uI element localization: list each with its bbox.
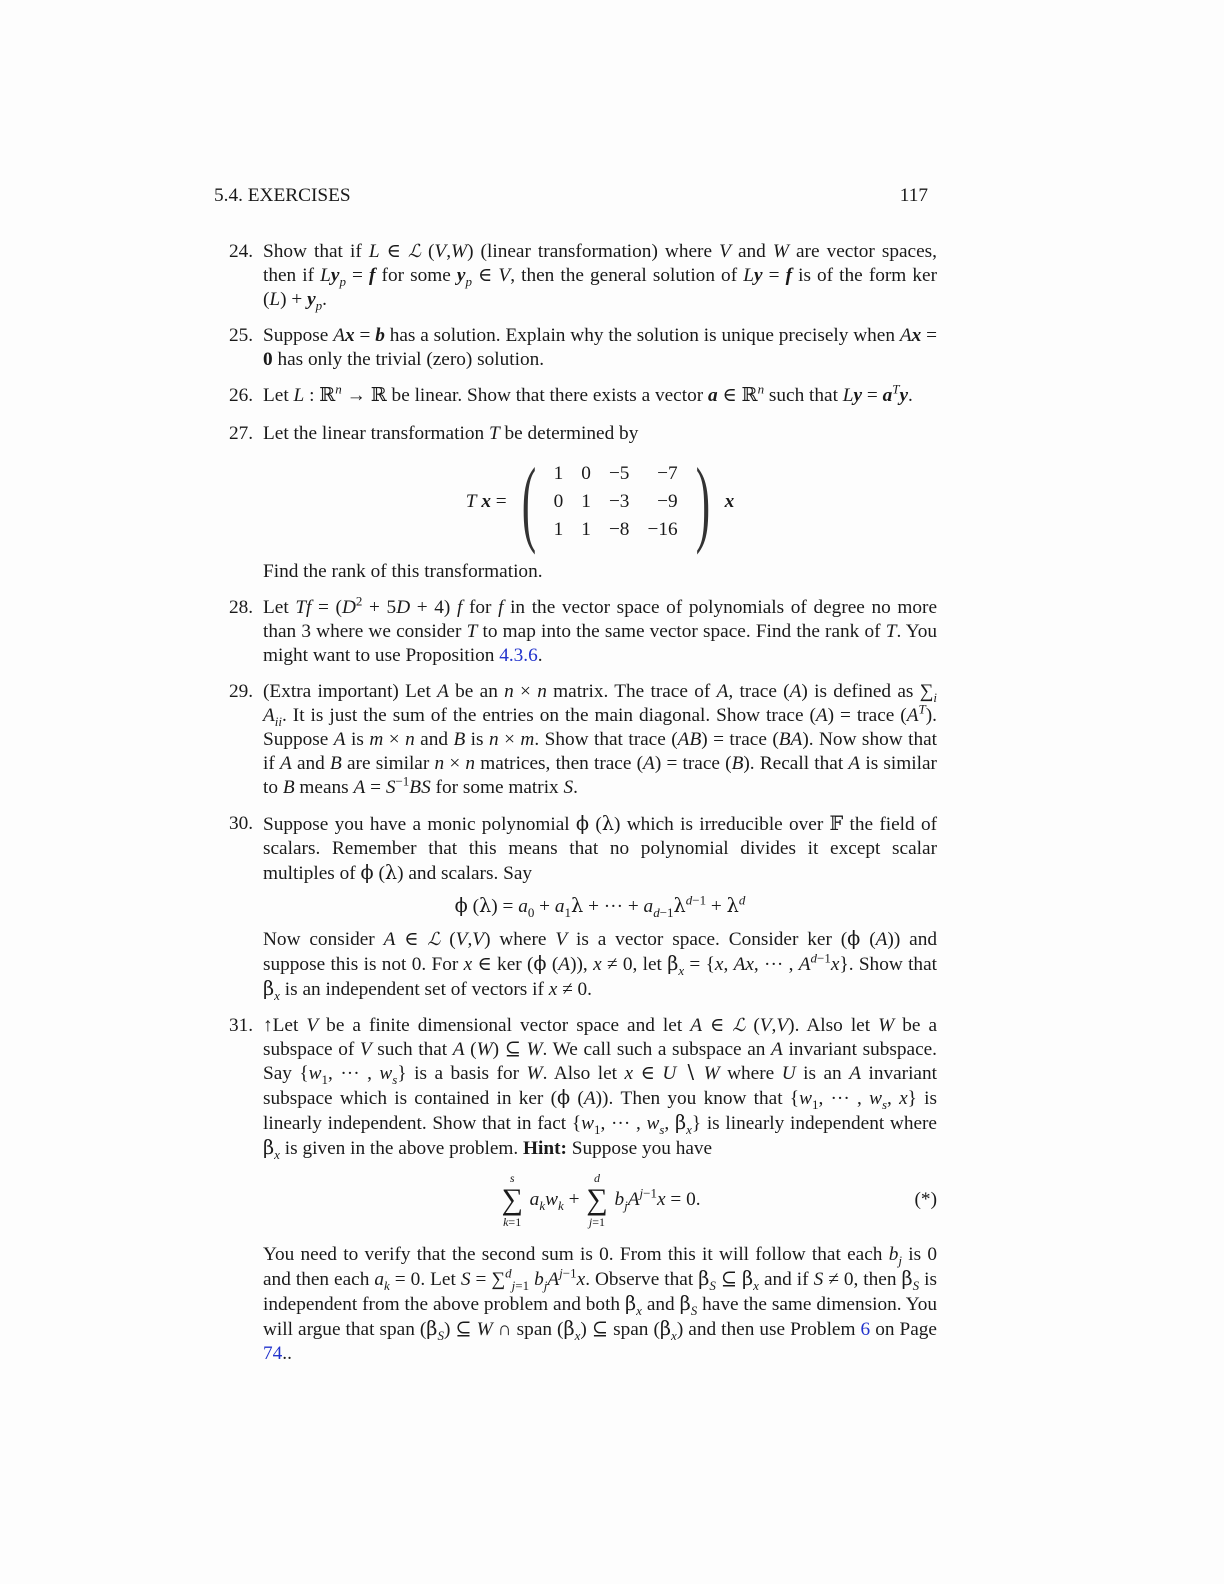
exercise-body: Suppose Ax = b has a solution. Explain why the solution is unique precisely when Ax = 0 has only the trivial (zero) solution.: [263, 325, 937, 370]
exercise-28: [229, 593, 938, 668]
matrix-cell: 1: [581, 519, 591, 540]
exercise-body: Let L : ℝ$^n$ → ℝ be linear. Show that there exists a vector a ∈ ℝ$^n$ such that $Ly = a^Ty$.: [263, 381, 913, 406]
exercise-number: 30.: [229, 813, 254, 834]
page-link[interactable]: 74: [263, 1343, 283, 1364]
matrix-cell: −9: [657, 491, 678, 512]
exercise-27: [229, 422, 937, 584]
exercise-number: 26.: [229, 385, 254, 406]
problem-link[interactable]: 6: [860, 1319, 871, 1340]
exercise-26: [229, 381, 937, 408]
exercise-25: [229, 324, 937, 372]
proposition-link[interactable]: 4.3.6: [499, 645, 538, 666]
sum-equation: s ∑ k=1 $a_kw_k$ + d ∑ j=1 $b_jA^{j-1}x = 0$. (*): [501, 1171, 937, 1229]
exercise-number: 29.: [229, 681, 254, 702]
exercise-body: ↑Let V be a finite dimensional vector space and let A ∈ ℒ (V,V). Also let W be a subspace of V such that A (W) ⊆ W. We call such a subspace an A invariant subspace. Say {$w_1$, ··· , $w_s$} is a basis for W. Also let x ∈ U ∖ W where U is an A invariant subspace which is contained in ker (ϕ (A)). Then you know that {$w_1$, ··· , $w_s$, x} is linearly independent. Show that in fact {$w_1$, ··· , $w_s$, $\beta_x$} is linearly independent where $\beta_x$ is given in the above problem. Hint: Suppose you have s ∑ k=1 $a_kw_k$ + d ∑ j=1 $b_jA^{j-1}x = 0$. (*) You need to verify that the second sum is 0. From this it will follow that each $b_j$ is 0 and then each $a_k = 0$. Let S = ∑$^d_{j=1}$ $b_jA^{j-1}x$. Observe that $\beta_S$ ⊆ $\beta_x$ and if S ≠ 0, then $\beta_S$ is independent from the above problem and both $\beta_x$ and $\beta_S$ have the same dimension. You will argue that span $(\beta_S)$ ⊆ W ∩ span $(\beta_x)$ ⊆ span $(\beta_x)$ and then use Problem 6 on Page 74..: [263, 1015, 938, 1364]
exercise-number: 31.: [229, 1015, 254, 1036]
hint-label: Hint:: [523, 1138, 567, 1159]
exercise-number: 24.: [229, 241, 254, 262]
find-rank-text: Find the rank of this transformation.: [263, 561, 543, 582]
exercise-30: [229, 812, 937, 1002]
page-number: 117: [899, 185, 928, 206]
exercise-body: Show that if L ∈ ℒ (V,W) (linear transformation) where V and W are vector spaces, then if $Ly_p = f$ for some $y_p$ ∈ V, then the general solution of Ly = f is of the form ker $(L) + y_p$.: [263, 241, 938, 313]
exercise-number: 25.: [229, 325, 254, 346]
matrix-cell: 0: [581, 463, 591, 484]
matrix-cell: 1: [553, 519, 564, 540]
matrix-equation: T x = ( 1 0 −5 −7 0 1 −3 −9 1 1 −8 −16 ) x: [465, 448, 735, 555]
matrix-cell: −8: [608, 519, 630, 540]
matrix-cell: −5: [608, 463, 630, 484]
exercise-body: Let $Tf = (D^2 + 5D + 4)$ f for f in the vector space of polynomials of degree no more than 3 where we consider T to map into the same vector space. Find the rank of T. You might want to use Proposition 4.3.6.: [263, 593, 938, 666]
exercise-29: [229, 680, 937, 800]
matrix-cell: −3: [608, 491, 630, 512]
exercise-31: [229, 1014, 937, 1366]
running-head: [214, 185, 928, 207]
exercise-24: [229, 240, 937, 312]
exercise-number: 27.: [229, 423, 254, 444]
matrix-cell: −16: [647, 519, 678, 540]
matrix-cell: 1: [581, 491, 591, 512]
exercise-body: Let the linear transformation T be determined by T x = ( 1 0 −5 −7 0 1 −3 −9 1 1 −8 −16 ) x Find the rank of this transformation.: [263, 422, 937, 584]
matrix-cell: 1: [553, 463, 564, 484]
matrix-cell: 0: [553, 491, 564, 512]
matrix-cell: −7: [657, 463, 678, 484]
exercise-body: (Extra important) Let A be an n × n matrix. The trace of A, trace (A) is defined as $\sum_i$ $A_{ii}$. It is just the sum of the entries on the main diagonal. Show trace (A) = trace $(A^T)$. Suppose A is m × n and B is n × m. Show that trace (AB) = trace (BA). Now show that if A and B are similar n × n matrices, then trace (A) = trace (B). Recall that A is similar to B means $A = S^{-1}BS$ for some matrix S.: [263, 681, 938, 798]
exercise-body: Suppose you have a monic polynomial ϕ (λ) which is irreducible over 𝔽 the field of scalars. Remember that this means that no polynomial divides it except scalar multiples of ϕ (λ) and scalars. Say ϕ $(\lambda) = a_0 + a_1\lambda$ + ··· + $a_{d-1}\lambda^{d-1} + \lambda^d$ Now consider A ∈ ℒ (V,V) where V is a vector space. Consider ker (ϕ (A)) and suppose this is not 0. For x ∈ ker (ϕ (A)), x ≠ 0, let $\beta_x = \{x$, Ax, ··· , $A^{d-1}x$}. Show that $\beta_x$ is an independent set of vectors if x ≠ 0.: [263, 812, 938, 1003]
matrix: [545, 460, 687, 544]
equation-tag: (*): [914, 1189, 937, 1210]
exercise-list: [229, 240, 937, 1366]
polynomial-equation: ϕ $(\lambda) = a_0 + a_1\lambda$ + ··· + $a_{d-1}\lambda^{d-1} + \lambda^d$: [454, 892, 746, 920]
exercise-number: 28.: [229, 597, 254, 618]
section-title: 5.4. EXERCISES: [214, 185, 351, 206]
